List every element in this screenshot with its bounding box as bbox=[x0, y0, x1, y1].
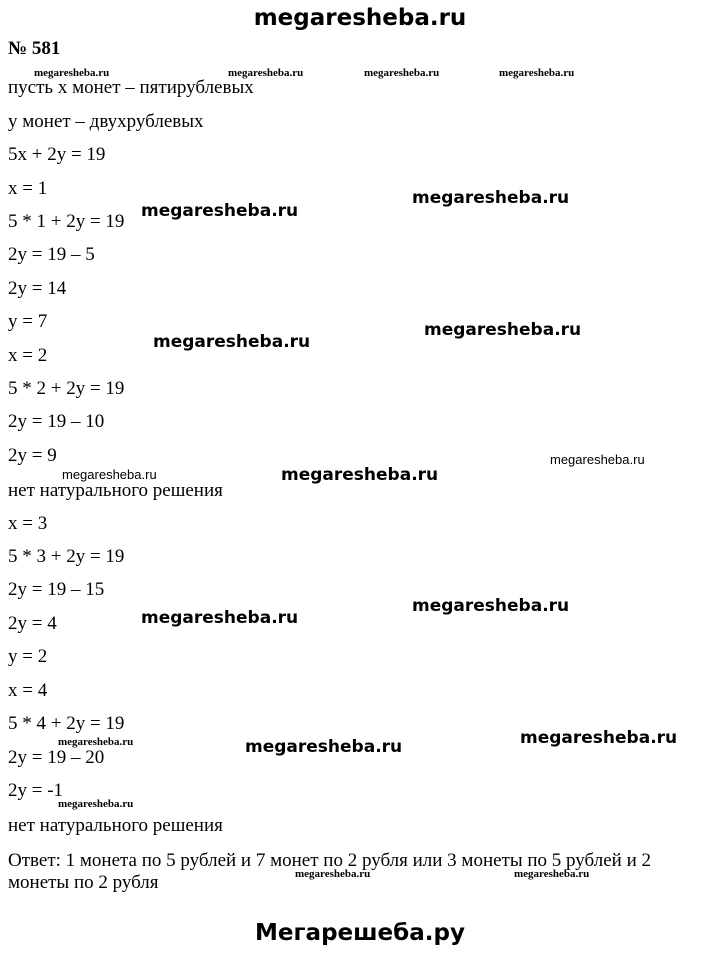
watermark: megaresheba.ru bbox=[514, 868, 590, 880]
problem-number: № 581 bbox=[8, 38, 61, 59]
solution-line: 2у = -1 bbox=[8, 780, 64, 801]
watermark: megaresheba.ru bbox=[245, 737, 403, 757]
solution-line: 5 * 2 + 2у = 19 bbox=[8, 378, 125, 399]
watermark: megaresheba.ru bbox=[550, 452, 645, 467]
solution-line: 2у = 9 bbox=[8, 445, 57, 466]
watermark: megaresheba.ru bbox=[58, 736, 134, 748]
solution-line: х = 2 bbox=[8, 345, 48, 366]
solution-line: пусть х монет – пятирублевых bbox=[8, 77, 254, 98]
watermark: megaresheba.ru bbox=[141, 201, 299, 221]
solution-line: х = 4 bbox=[8, 680, 48, 701]
solution-line: 2у = 19 – 20 bbox=[8, 747, 105, 768]
watermark: megaresheba.ru bbox=[153, 332, 311, 352]
watermark: megaresheba.ru bbox=[141, 608, 299, 628]
solution-line: 2у = 14 bbox=[8, 278, 67, 299]
solution-line: х = 1 bbox=[8, 178, 48, 199]
answer-text: Ответ: 1 монета по 5 рублей и 7 монет по 2 рубля или 3 монеты по 5 рублей и 2 монеты по 2 рубля bbox=[8, 850, 651, 893]
solution-line: 5 * 3 + 2у = 19 bbox=[8, 546, 125, 567]
solution-line: 2у = 19 – 5 bbox=[8, 244, 95, 265]
watermark: megaresheba.ru bbox=[364, 67, 440, 79]
watermark: megaresheba.ru bbox=[62, 467, 157, 482]
watermark: megaresheba.ru bbox=[58, 798, 134, 810]
solution-line: у = 7 bbox=[8, 311, 48, 332]
solution-line: 5х + 2у = 19 bbox=[8, 144, 106, 165]
watermark: megaresheba.ru bbox=[424, 320, 582, 340]
watermark: megaresheba.ru bbox=[281, 465, 439, 485]
solution-line: 2у = 19 – 10 bbox=[8, 411, 105, 432]
solution-line: 2у = 19 – 15 bbox=[8, 579, 105, 600]
watermark: megaresheba.ru bbox=[520, 728, 678, 748]
watermark: megaresheba.ru bbox=[228, 67, 304, 79]
solution-line: х = 3 bbox=[8, 513, 48, 534]
solution-line: 5 * 1 + 2у = 19 bbox=[8, 211, 125, 232]
solution-line: у монет – двухрублевых bbox=[8, 111, 204, 132]
solution-line: нет натурального решения bbox=[8, 480, 223, 501]
watermark: megaresheba.ru bbox=[412, 596, 570, 616]
site-footer: Мегарешеба.ру bbox=[255, 920, 465, 946]
watermark: megaresheba.ru bbox=[295, 868, 371, 880]
site-header: megaresheba.ru bbox=[253, 5, 467, 31]
solution-line: 2у = 4 bbox=[8, 613, 57, 634]
watermark: megaresheba.ru bbox=[34, 67, 110, 79]
watermark: megaresheba.ru bbox=[412, 188, 570, 208]
solution-line: 5 * 4 + 2у = 19 bbox=[8, 713, 125, 734]
solution-line: нет натурального решения bbox=[8, 815, 223, 836]
solution-line: у = 2 bbox=[8, 646, 48, 667]
watermark: megaresheba.ru bbox=[499, 67, 575, 79]
